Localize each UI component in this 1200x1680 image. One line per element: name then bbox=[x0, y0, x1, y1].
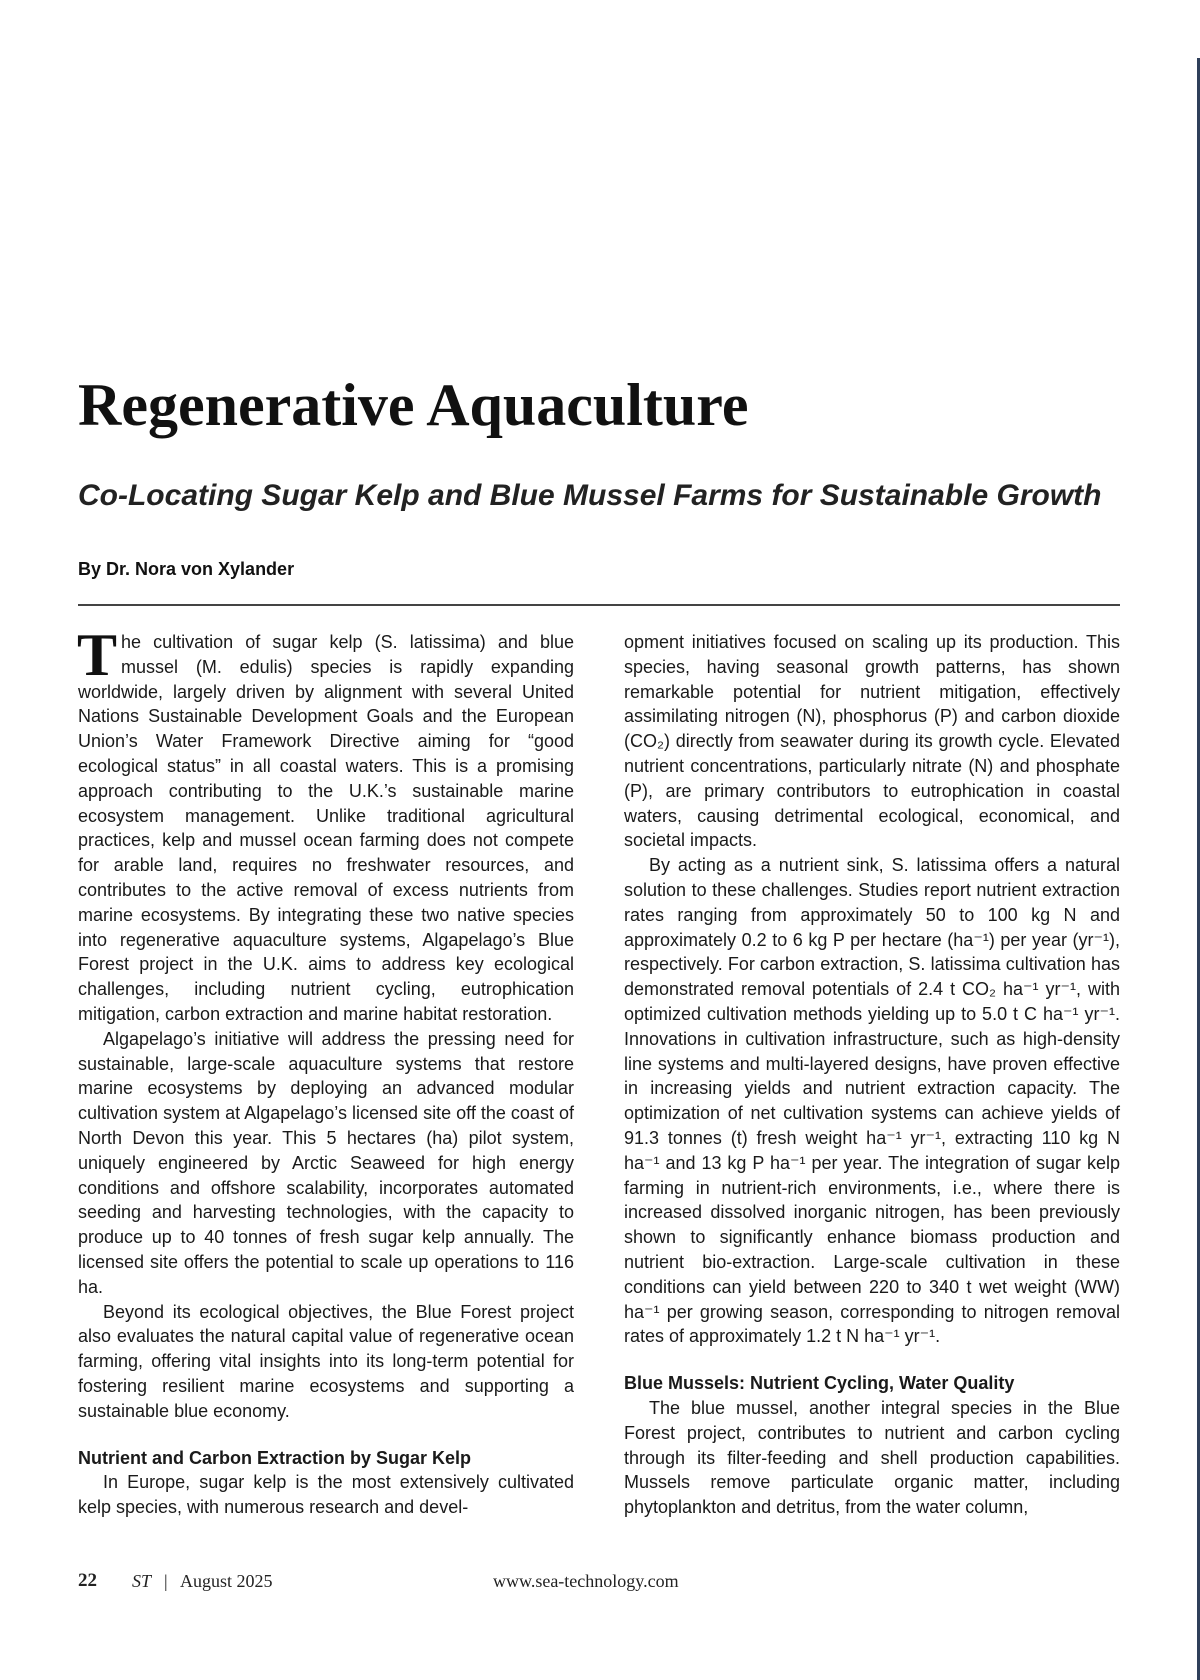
paragraph-europe-kelp: In Europe, sugar kelp is the most extensively cultivated kelp species, with numerous research and devel- bbox=[78, 1472, 574, 1518]
article-byline: By Dr. Nora von Xylander bbox=[78, 559, 295, 579]
paragraph-nutrient-sink: By acting as a nutrient sink, S. latissima offers a natural solution to these challenges. Studies report nutrient extraction rates ranging from approximately 50 to 100 kg N and approximately 0.2 to 6 kg P per hectare (ha⁻¹) per year (yr⁻¹), respectively. For carbon extraction, S. latissima cultivation has demonstrated removal potentials of 2.4 t CO₂ ha⁻¹ yr⁻¹, with optimized cultivation methods yielding up to 5.0 t C ha⁻¹ yr⁻¹. Innovations in cultivation infrastructure, such as high-density line systems and multi-layered designs, have proven effective in increasing yields and nutrient extraction capacity. The optimization of net cultivation systems can achieve yields of 91.3 tonnes (t) fresh weight ha⁻¹ yr⁻¹, extracting 110 kg N ha⁻¹ and 13 kg P ha⁻¹ per year. The integration of sugar kelp farming in nutrient-rich environments, i.e., where there is increased dissolved inorganic nitrogen, has been previously shown to significantly enhance biomass production and nutrient bio-extraction. Large-scale cultivation in these conditions can yield between 220 to 340 t wet weight (WW) ha⁻¹ per growing season, corresponding to nitrogen removal rates of approximately 1.2 t N ha⁻¹ yr⁻¹. bbox=[624, 855, 1120, 1347]
byline-divider bbox=[78, 604, 1120, 606]
website-link[interactable]: www.sea-technology.com bbox=[493, 1571, 679, 1591]
paragraph-development: opment initiatives focused on scaling up its production. This species, having seasonal growth patterns, has shown remarkable potential for nutrient mitigation, effectively assimilating nitrogen (N), phosphorus (P) and carbon dioxide (CO₂) directly from seawater during its growth cycle. Elevated nutrient concentrations, particularly nitrate (N) and phosphate (P), are primary contributors to eutrophication in coastal waters, causing detrimental ecological, economical, and societal impacts. bbox=[624, 632, 1120, 851]
paragraph-natural-capital: Beyond its ecological objectives, the Blue Forest project also evaluates the natural capital value of regenerative ocean farming, offering vital insights into its long-term potential for fostering resilient marine ecosystems and supporting a sustainable blue economy. bbox=[78, 1301, 574, 1421]
paragraph-initiative: Algapelago’s initiative will address the pressing need for sustainable, large-scale aquaculture systems that restore marine ecosystems by deploying an advanced modular cultivation system at Algapelago’s licensed site off the coast of North Devon this year. This 5 hectares (ha) pilot system, uniquely engineered by Arctic Seaweed for high energy conditions and offshore scalability, incorporates automated seeding and harvesting technologies, with the capacity to produce up to 40 tonnes of fresh sugar kelp annually. The licensed site offers the potential to scale up operations to 116 ha. bbox=[78, 1028, 574, 1297]
section-heading-blue-mussels: Blue Mussels: Nutrient Cycling, Water Quality bbox=[624, 1373, 1015, 1394]
right-column bbox=[624, 630, 1120, 1520]
page-number: 22 bbox=[78, 1570, 97, 1591]
footer-separator: | bbox=[164, 1571, 168, 1591]
page-footer bbox=[78, 1566, 1118, 1596]
article-title: Regenerative Aquaculture bbox=[78, 372, 749, 438]
left-column bbox=[77, 622, 574, 1520]
article-subtitle: Co-Locating Sugar Kelp and Blue Mussel Farms for Sustainable Growth bbox=[78, 479, 1102, 512]
magazine-name: ST bbox=[132, 1571, 152, 1591]
drop-cap: T bbox=[77, 622, 118, 688]
issue-date: August 2025 bbox=[180, 1571, 273, 1591]
paragraph-intro bbox=[77, 622, 574, 1027]
paragraph-intro-text: he cultivation of sugar kelp (S. latissima) and blue mussel (M. edulis) species is rapidly expanding worldwide, largely driven by alignment with several United Nations Sustainable Development Goals and the European Union’s Water Framework Directive aiming for “good ecological status” in all coastal waters. This is a promising approach contributing to the U.K.’s sustainable marine ecosystem management. Unlike traditional agricultural practices, kelp and mussel ocean farming does not compete for arable land, requires no freshwater resources, and contributes to the active removal of excess nutrients from marine ecosystems. By integrating these two native species into regenerative aquaculture systems, Algapelago’s Blue Forest project in the U.K. aims to address key ecological challenges, including nutrient cycling, eutrophication mitigation, carbon extraction and marine habitat restoration. bbox=[78, 632, 574, 1024]
section-heading-sugar-kelp: Nutrient and Carbon Extraction by Sugar Kelp bbox=[78, 1447, 472, 1468]
paragraph-blue-mussel: The blue mussel, another integral species in the Blue Forest project, contributes to nutrient and carbon cycling through its filter-feeding and shell production capabilities. Mussels remove particulate organic matter, including phytoplankton and detritus, from the water column, bbox=[624, 1397, 1120, 1518]
